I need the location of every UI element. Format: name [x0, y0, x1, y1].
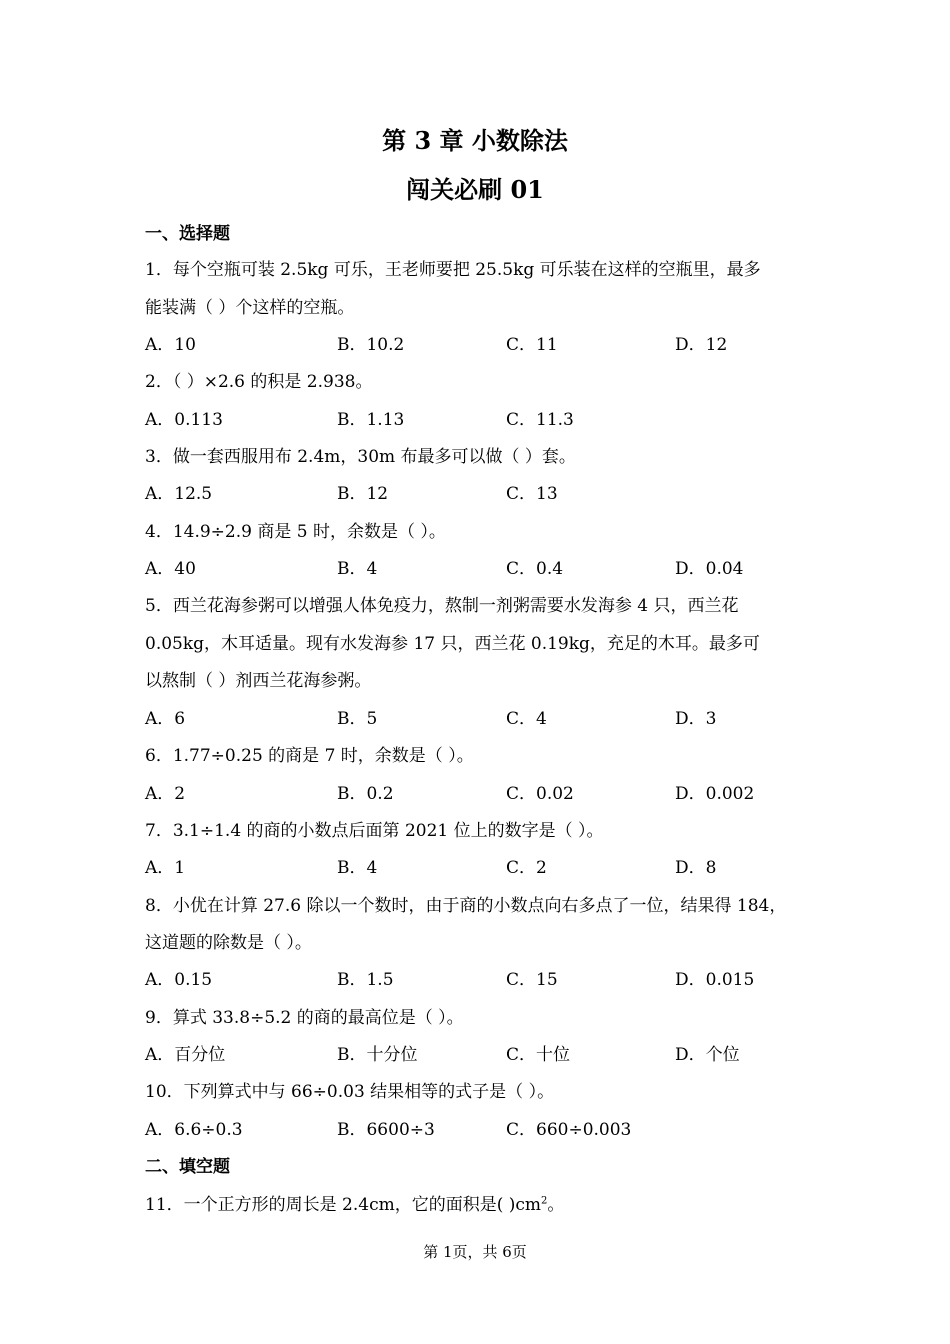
question-4-text: 4．14.9÷2.9 商是 5 时，余数是（ ）。 [145, 522, 446, 542]
option-b: B．十分位 [337, 1045, 418, 1065]
option-b: B．6600÷3 [337, 1120, 435, 1140]
question-2-text: 2．（ ）×2.6 的积是 2.938。 [145, 372, 373, 392]
worksheet-subtitle: 闯关必刷 01 [406, 175, 544, 204]
option-a: A．6.6÷0.3 [145, 1120, 243, 1140]
question-1-text-cont: 能装满（ ）个这样的空瓶。 [145, 298, 355, 318]
question-7-options [145, 856, 845, 880]
option-a: A．6 [145, 709, 186, 729]
option-c: C．11 [506, 335, 558, 355]
option-a: A．40 [145, 559, 196, 579]
option-c: C．11.3 [506, 410, 574, 430]
question-7-text: 7．3.1÷1.4 的商的小数点后面第 2021 位上的数字是（ ）。 [145, 821, 604, 841]
option-a: A．2 [145, 784, 186, 804]
option-a: A．10 [145, 335, 196, 355]
question-4-options [145, 557, 845, 581]
question-5-options [145, 707, 845, 731]
option-a: A．0.113 [145, 410, 223, 430]
question-9-text: 9．算式 33.8÷5.2 的商的最高位是（ ）。 [145, 1008, 464, 1028]
option-c: C．2 [506, 858, 547, 878]
option-c: C．十位 [506, 1045, 571, 1065]
option-b: B．1.13 [337, 410, 405, 430]
question-2-options [145, 408, 845, 432]
question-5-text-cont2: 以熬制（ ）剂西兰花海参粥。 [145, 671, 372, 691]
option-d: D．0.04 [675, 559, 744, 579]
question-8-options [145, 968, 845, 992]
option-c: C．13 [506, 484, 558, 504]
question-5-text-cont: 0.05kg，木耳适量。现有水发海参 17 只，西兰花 0.19kg，充足的木耳。最多可 [145, 634, 760, 654]
option-a: A．0.15 [145, 970, 213, 990]
section-heading-choice: 一、选择题 [145, 224, 230, 244]
question-11-tail: 。 [547, 1195, 565, 1215]
question-5-text: 5．西兰花海参粥可以增强人体免疫力，熬制一剂粥需要水发海参 4 只，西兰花 [145, 596, 739, 616]
question-9-options [145, 1043, 845, 1067]
option-d: D．0.015 [675, 970, 755, 990]
question-11-text [145, 1193, 564, 1217]
option-b: B．1.5 [337, 970, 394, 990]
option-b: B．4 [337, 858, 378, 878]
question-6-options [145, 782, 845, 806]
option-c: C．4 [506, 709, 547, 729]
option-b: B．12 [337, 484, 389, 504]
chapter-title: 第 3 章 小数除法 [382, 126, 568, 155]
question-11-body: 11．一个正方形的周长是 2.4cm，它的面积是( )cm [145, 1195, 542, 1215]
option-b: B．5 [337, 709, 378, 729]
exponent: 2 [541, 1195, 548, 1207]
option-d: D．8 [675, 858, 717, 878]
option-b: B．4 [337, 559, 378, 579]
question-8-text: 8．小优在计算 27.6 除以一个数时，由于商的小数点向右多点了一位，结果得 184， [145, 896, 787, 916]
option-c: C．15 [506, 970, 558, 990]
question-1-options [145, 333, 845, 357]
option-c: C．0.4 [506, 559, 564, 579]
option-d: D．0.002 [675, 784, 755, 804]
question-1-text: 1．每个空瓶可装 2.5kg 可乐，王老师要把 25.5kg 可乐装在这样的空瓶里，最多 [145, 260, 761, 280]
option-a: A．1 [145, 858, 186, 878]
question-3-text: 3．做一套西服用布 2.4m，30m 布最多可以做（ ）套。 [145, 447, 576, 467]
question-10-text: 10．下列算式中与 66÷0.03 结果相等的式子是（ ）。 [145, 1082, 555, 1102]
section-heading-fill: 二、填空题 [145, 1157, 230, 1177]
question-3-options [145, 482, 845, 506]
question-10-options [145, 1118, 845, 1142]
question-6-text: 6．1.77÷0.25 的商是 7 时，余数是（ ）。 [145, 746, 474, 766]
option-d: D．个位 [675, 1045, 740, 1065]
option-a: A．百分位 [145, 1045, 226, 1065]
option-c: C．660÷0.003 [506, 1120, 632, 1140]
option-d: D．3 [675, 709, 717, 729]
page-footer: 第 1页，共 6页 [423, 1243, 527, 1261]
option-b: B．10.2 [337, 335, 405, 355]
option-b: B．0.2 [337, 784, 394, 804]
option-c: C．0.02 [506, 784, 574, 804]
question-8-text-cont: 这道题的除数是（ ）。 [145, 933, 312, 953]
option-d: D．12 [675, 335, 728, 355]
option-a: A．12.5 [145, 484, 213, 504]
